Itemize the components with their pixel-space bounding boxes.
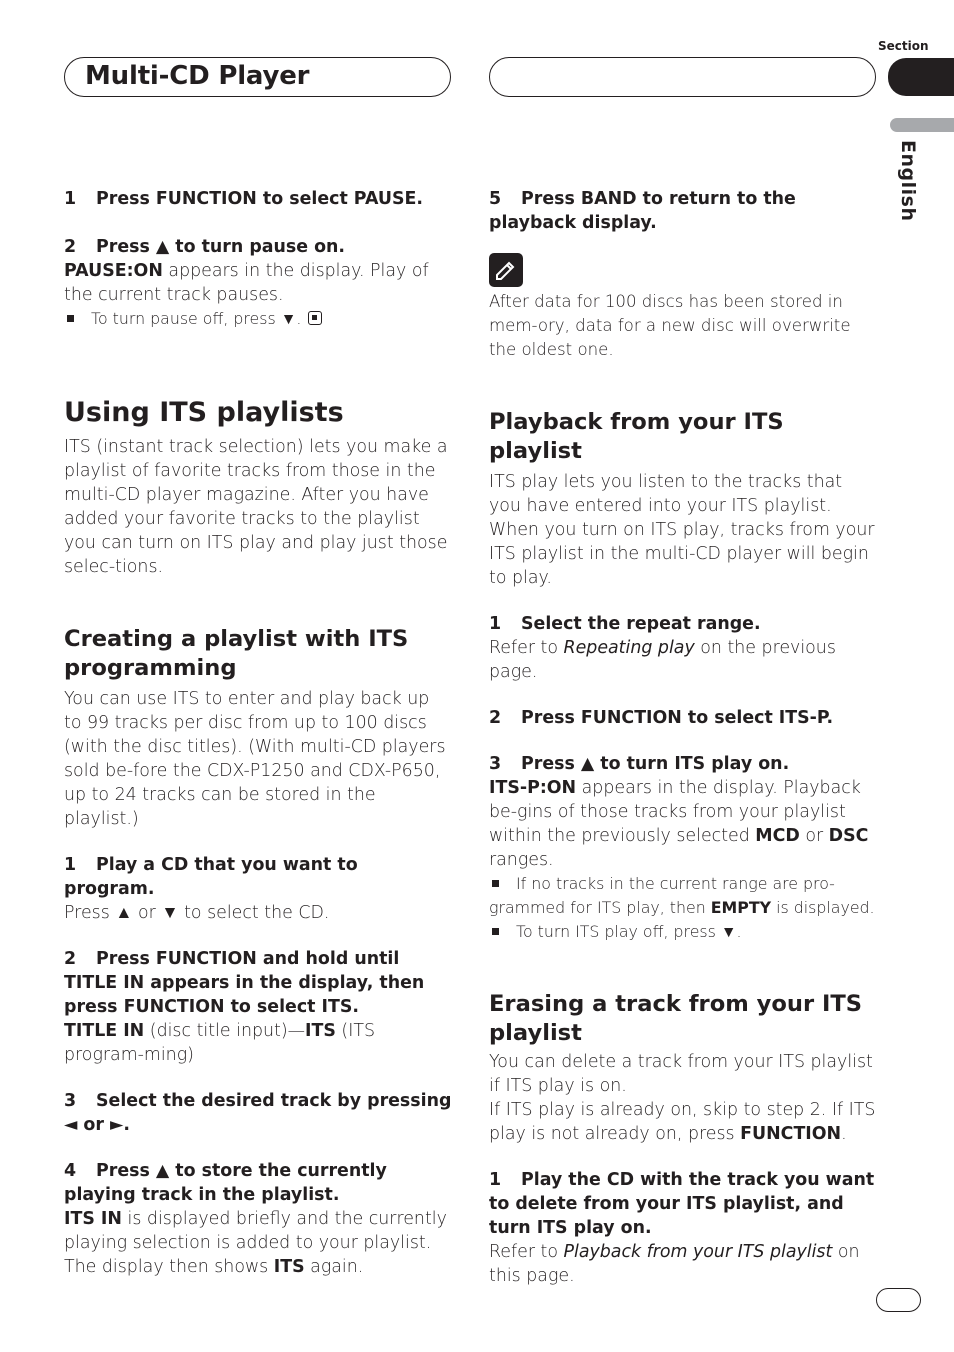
its-playlists-body: ITS (instant track selection) lets you make a playlist of favorite tracks from those in the multi-CD player magazine. After you have added your favorite tracks to the playlist you can turn on ITS play and play just those selec-tions.	[64, 437, 448, 577]
creating-step-2-body: TITLE IN (disc title input)—ITS (ITS program-ming)	[64, 1021, 375, 1065]
erasing-body-2: If ITS play is already on, skip to step 2. If ITS play is not already on, press FUNCTION.	[489, 1100, 876, 1144]
header-blank-frame	[489, 57, 876, 97]
creating-heading: Creating a playlist with ITS programming	[64, 626, 409, 681]
creating-step-3: 3 Select the desired track by pressing ◄ or ►.	[64, 1091, 452, 1135]
page-title: Multi-CD Player	[85, 61, 310, 91]
its-off-bullet: To turn ITS play off, press ▼.	[489, 920, 877, 944]
pause-step-1: 1 Press FUNCTION to select PAUSE.	[64, 189, 424, 209]
erasing-body-1: You can delete a track from your ITS playlist if ITS play is on.	[489, 1052, 873, 1096]
playback-step-3: 3 Press ▲ to turn ITS play on.	[489, 754, 790, 774]
erasing-step-1: 1 Play the CD with the track you want to delete from your ITS playlist, and turn ITS play on.	[489, 1170, 875, 1238]
note-pencil-icon	[489, 253, 523, 287]
note-text: After data for 100 discs has been stored in mem-ory, data for a new disc will overwrite the oldest one.	[489, 292, 851, 359]
language-label: English	[897, 140, 919, 222]
section-label: Section	[878, 39, 929, 53]
playback-body: ITS play lets you listen to the tracks that you have entered into your ITS playlist. When you turn on ITS play, tracks from your ITS playlist in the multi-CD player will begin to play.	[489, 472, 875, 588]
pause-step-5: 5 Press BAND to return to the playback display.	[489, 189, 796, 233]
its-playlists-heading: Using ITS playlists	[64, 397, 344, 428]
header-title-frame	[64, 57, 451, 97]
left-column	[64, 187, 452, 1279]
pause-step-2-body: PAUSE:ON appears in the display. Play of the current track pauses.	[64, 261, 429, 305]
empty-bullet: If no tracks in the current range are pro-grammed for ITS play, then EMPTY is displayed.	[489, 874, 875, 917]
playback-step-3-body: ITS-P:ON appears in the display. Playback be-gins of those tracks from your playlist within the previously selected MCD or DSC ranges.	[489, 778, 869, 870]
creating-step-4-body: ITS IN is displayed briefly and the currently playing selection is added to your playlist. The display then shows ITS again.	[64, 1209, 447, 1277]
creating-step-1-body: Press ▲ or ▼ to select the CD.	[64, 903, 330, 923]
page-number-frame	[876, 1288, 921, 1312]
creating-step-2: 2 Press FUNCTION and hold until TITLE IN appears in the display, then press FUNCTION to select ITS.	[64, 949, 425, 1017]
pause-step-2: 2 Press ▲ to turn pause on.	[64, 237, 346, 257]
playback-heading: Playback from your ITS playlist	[489, 409, 784, 464]
erasing-heading: Erasing a track from your ITS playlist	[489, 991, 863, 1046]
language-tab-marker	[890, 118, 954, 132]
creating-step-1: 1 Play a CD that you want to program.	[64, 855, 358, 899]
stop-end-icon	[308, 311, 322, 325]
section-number-tab	[888, 58, 954, 96]
playback-step-1-body: Refer to Repeating play on the previous page.	[489, 638, 836, 682]
playback-step-2: 2 Press FUNCTION to select ITS-P.	[489, 708, 834, 728]
creating-body: You can use ITS to enter and play back up to 99 tracks per disc from up to 100 discs (with the disc titles). (With multi-CD players sold be-fore the CDX-P1250 and CDX-P650, up to 24 tracks can be stored in the playlist.)	[64, 689, 446, 829]
right-column	[489, 187, 877, 1288]
pause-off-bullet: To turn pause off, press ▼.	[64, 307, 452, 331]
creating-step-4: 4 Press ▲ to store the currently playing track in the playlist.	[64, 1161, 387, 1205]
playback-step-1: 1 Select the repeat range.	[489, 614, 761, 634]
erasing-step-1-body: Refer to Playback from your ITS playlist on this page.	[489, 1242, 860, 1286]
